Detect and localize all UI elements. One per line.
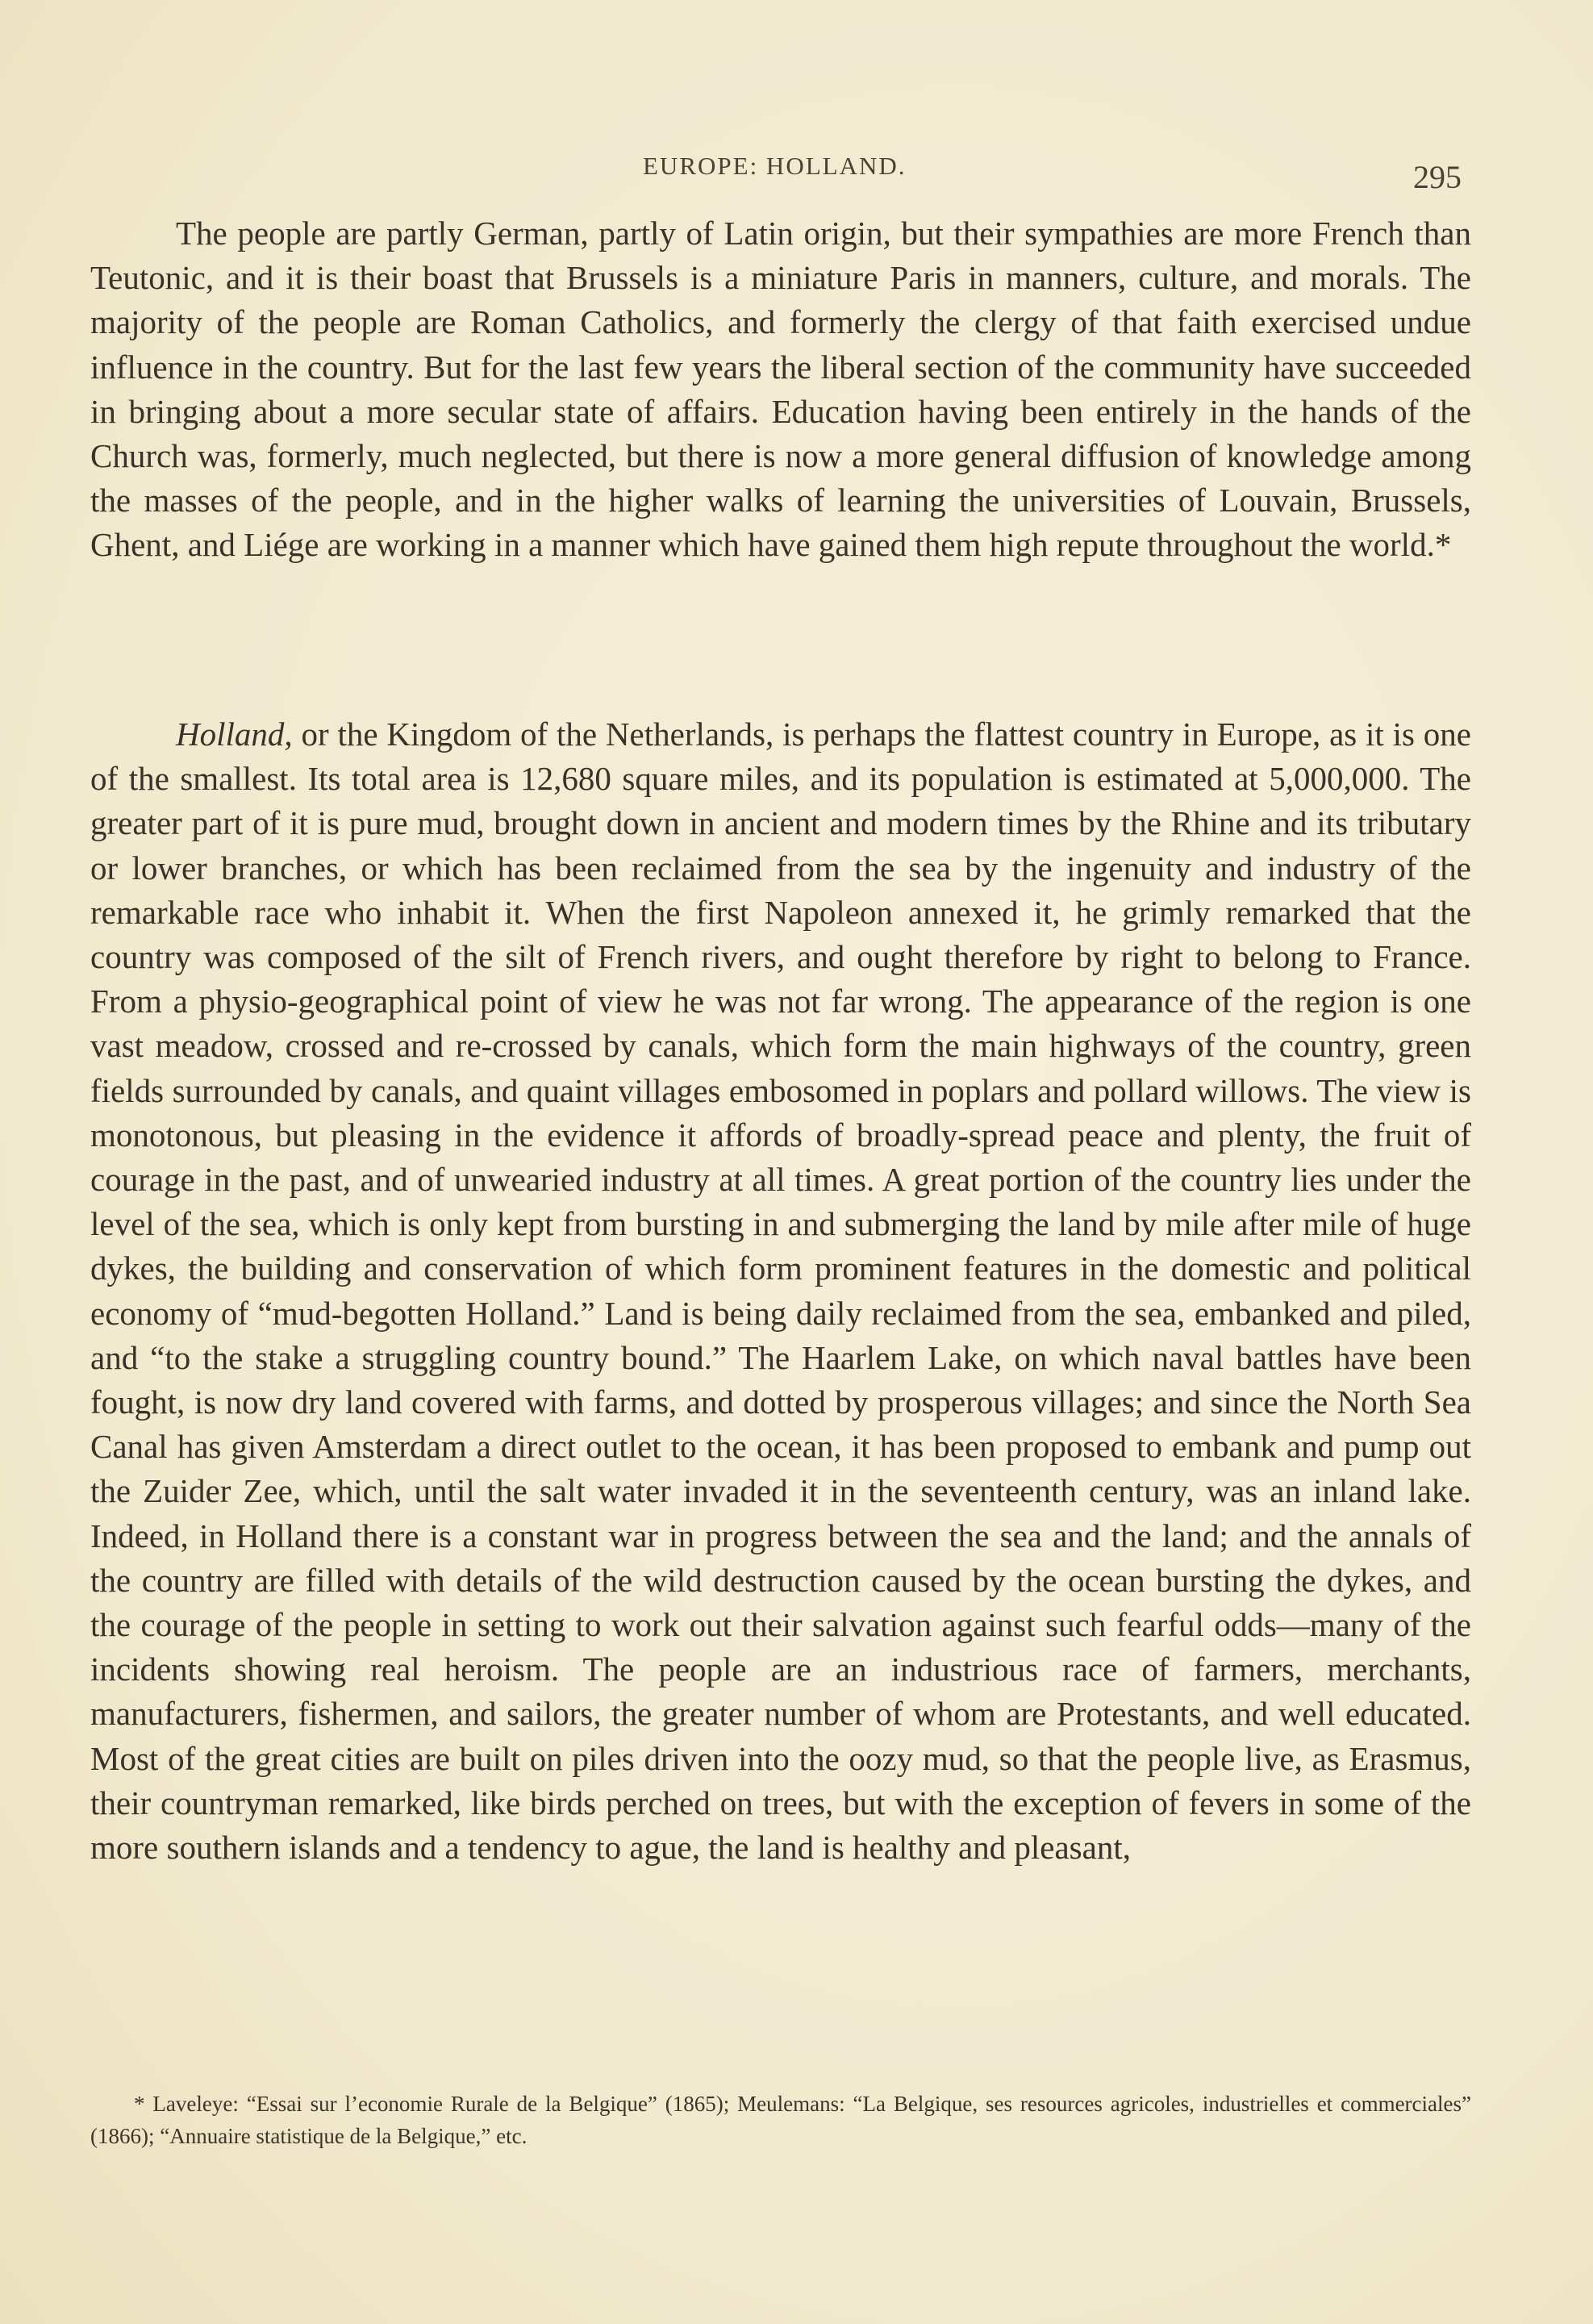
paragraph-lead-word: Holland, xyxy=(176,716,293,753)
page-number: 295 xyxy=(1413,159,1462,195)
paragraph-holland-text: or the Kingdom of the Netherlands, is perhaps the flattest country in Europe, as it is one of the smallest. Its total area is 12,680 square miles, and its population is estimated at 5,000,000. The greater part of it is pure mud, brought down in ancient and modern times by the Rhine and its tributary or lower branches, or which has been reclaimed from the sea by the ingenuity and industry of the remarkable race who inhabit it. When the first Napoleon annexed it, he grimly remarked that the country was composed of the silt of French rivers, and ought therefore by right to belong to France. From a physio-geographical point of view he was not far wrong. The appearance of the region is one vast meadow, crossed and re-crossed by canals, which form the main highways of the country, green fields surrounded by canals, and quaint villages embosomed in poplars and pollard willows. The view is monotonous, but pleasing in the evidence it affords of broadly-spread peace and plenty, the fruit of courage in the past, and of unwearied industry at all times. A great portion of the country lies under the level of the sea, which is only kept from bursting in and submerging the land by mile after mile of huge dykes, the building and conservation of which form prominent features in the domestic and political economy of “mud-begotten Holland.” Land is being daily reclaimed from the sea, embanked and piled, and “to the stake a struggling country bound.” The Haarlem Lake, on which naval battles have been fought, is now dry land covered with farms, and dotted by prosperous villages; and since the North Sea Canal has given Amsterdam a direct outlet to the ocean, it has been proposed to embank and pump out the Zuider Zee, which, until the salt water invaded it in the seventeenth century, was an inland lake. Indeed, in Holland there is a constant war in progress between the sea and the land; and the annals of the country are filled with details of the wild destruction caused by the ocean bursting the dykes, and the courage of the people in setting to work out their salvation against such fearful odds—many of the incidents showing real heroism. The people are an industrious race of farmers, merchants, manufacturers, fishermen, and sailors, the greater number of whom are Protestants, and well educated. Most of the great cities are built on piles driven into the oozy mud, so that the people live, as Erasmus, their countryman remarked, like birds perched on trees, but with the exception of fevers in some of the more southern islands and a tendency to ague, the land is healthy and pleasant, xyxy=(90,716,1471,1867)
paragraph-holland xyxy=(90,712,1471,1870)
footnote: * Laveleye: “Essai sur l’economie Rurale de la Belgique” (1865); Meulemans: “La Belgique, ses resources agricoles, industrielles et commerciales” (1866); “Annuaire statistique de la Belgique,” etc. xyxy=(90,2092,1471,2148)
paragraph-belgium: The people are partly German, partly of Latin origin, but their sympathies are more French than Teutonic, and it is their boast that Brussels is a miniature Paris in manners, culture, and morals. The majority of the people are Roman Catholics, and formerly the clergy of that faith exercised undue influence in the country. But for the last few years the liberal section of the community have succeeded in bringing about a more secular state of affairs. Education having been entirely in the hands of the Church was, formerly, much neglected, but there is now a more general diffusion of knowledge among the masses of the people, and in the higher walks of learning the universities of Louvain, Brussels, Ghent, and Liége are working in a manner which have gained them high repute throughout the world.* xyxy=(90,215,1471,564)
running-head: EUROPE: HOLLAND. xyxy=(643,152,907,180)
